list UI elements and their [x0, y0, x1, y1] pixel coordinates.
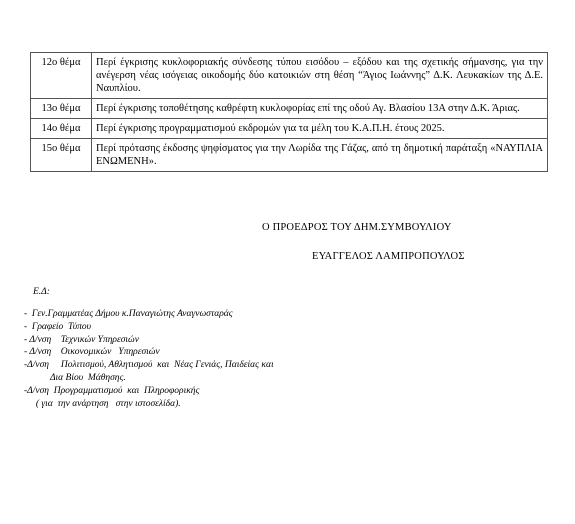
agenda-item-number: 14ο θέμα [31, 119, 92, 139]
agenda-item-text: Περί πρότασης έκδοσης ψηφίσματος για την Λωρίδα της Γάζας, από τη δημοτική παράταξη «ΝΑΥΠΛΙΑ ΕΝΩΜΕΝΗ». [92, 139, 548, 172]
distribution-list [24, 308, 274, 410]
agenda-row [31, 139, 548, 172]
distribution-item: - Γεν.Γραμματέας Δήμου κ.Παναγιώτης Αναγνωσταράς [24, 309, 233, 319]
distribution-item: - Δ/νση Οικονομικών Υπηρεσιών [24, 347, 160, 358]
agenda-row [31, 119, 548, 139]
agenda-item-number: 15ο θέμα [31, 139, 92, 172]
agenda-row [31, 53, 548, 99]
agenda-item-number: 13ο θέμα [31, 99, 92, 119]
distribution-item: - Δ/νση Τεχνικών Υπηρεσιών [24, 334, 139, 345]
signature-name: ΕΥΑΓΓΕΛΟΣ ΛΑΜΠΡΟΠΟΥΛΟΣ [312, 251, 465, 262]
distribution-item: - Γραφείο Τύπου [24, 321, 91, 332]
distribution-label: Ε.Δ: [33, 287, 50, 297]
distribution-item: ( για την ανάρτηση στην ιστοσελίδα). [24, 398, 181, 409]
distribution-item: -Δ/νση Προγραμματισμού και Πληροφορικής [24, 385, 200, 396]
agenda-item-text: Περί έγκρισης κυκλοφοριακής σύνδεσης τύπου εισόδου – εξόδου και της σχετικής σήμανσης, για την ανέγερση νέας ισόγειας οικοδομής δύο κατοικιών στη θέση “Άγιος Ιωάννης” Δ.Κ. Λευκακίων της Δ.Ε. Ναυπλίου. [92, 53, 548, 99]
agenda-row [31, 99, 548, 119]
agenda-item-text: Περί έγκρισης προγραμματισμού εκδρομών για τα μέλη του Κ.Α.Π.Η. έτους 2025. [92, 119, 548, 139]
signature-title: Ο ΠΡΟΕΔΡΟΣ ΤΟΥ ΔΗΜ.ΣΥΜΒΟΥΛΙΟΥ [262, 222, 452, 233]
agenda-table [30, 52, 548, 172]
distribution-item: -Δ/νση Πολιτισμού, Αθλητισμού και Νέας Γενιάς, Παιδείας και [24, 360, 274, 371]
distribution-item: Δια Βίου Μάθησης. [24, 372, 126, 383]
agenda-item-text: Περί έγκρισης τοποθέτησης καθρέφτη κυκλοφορίας επί της οδού Αγ. Βλασίου 13Α στην Δ.Κ. Άριας. [92, 99, 548, 119]
agenda-item-number: 12ο θέμα [31, 53, 92, 99]
